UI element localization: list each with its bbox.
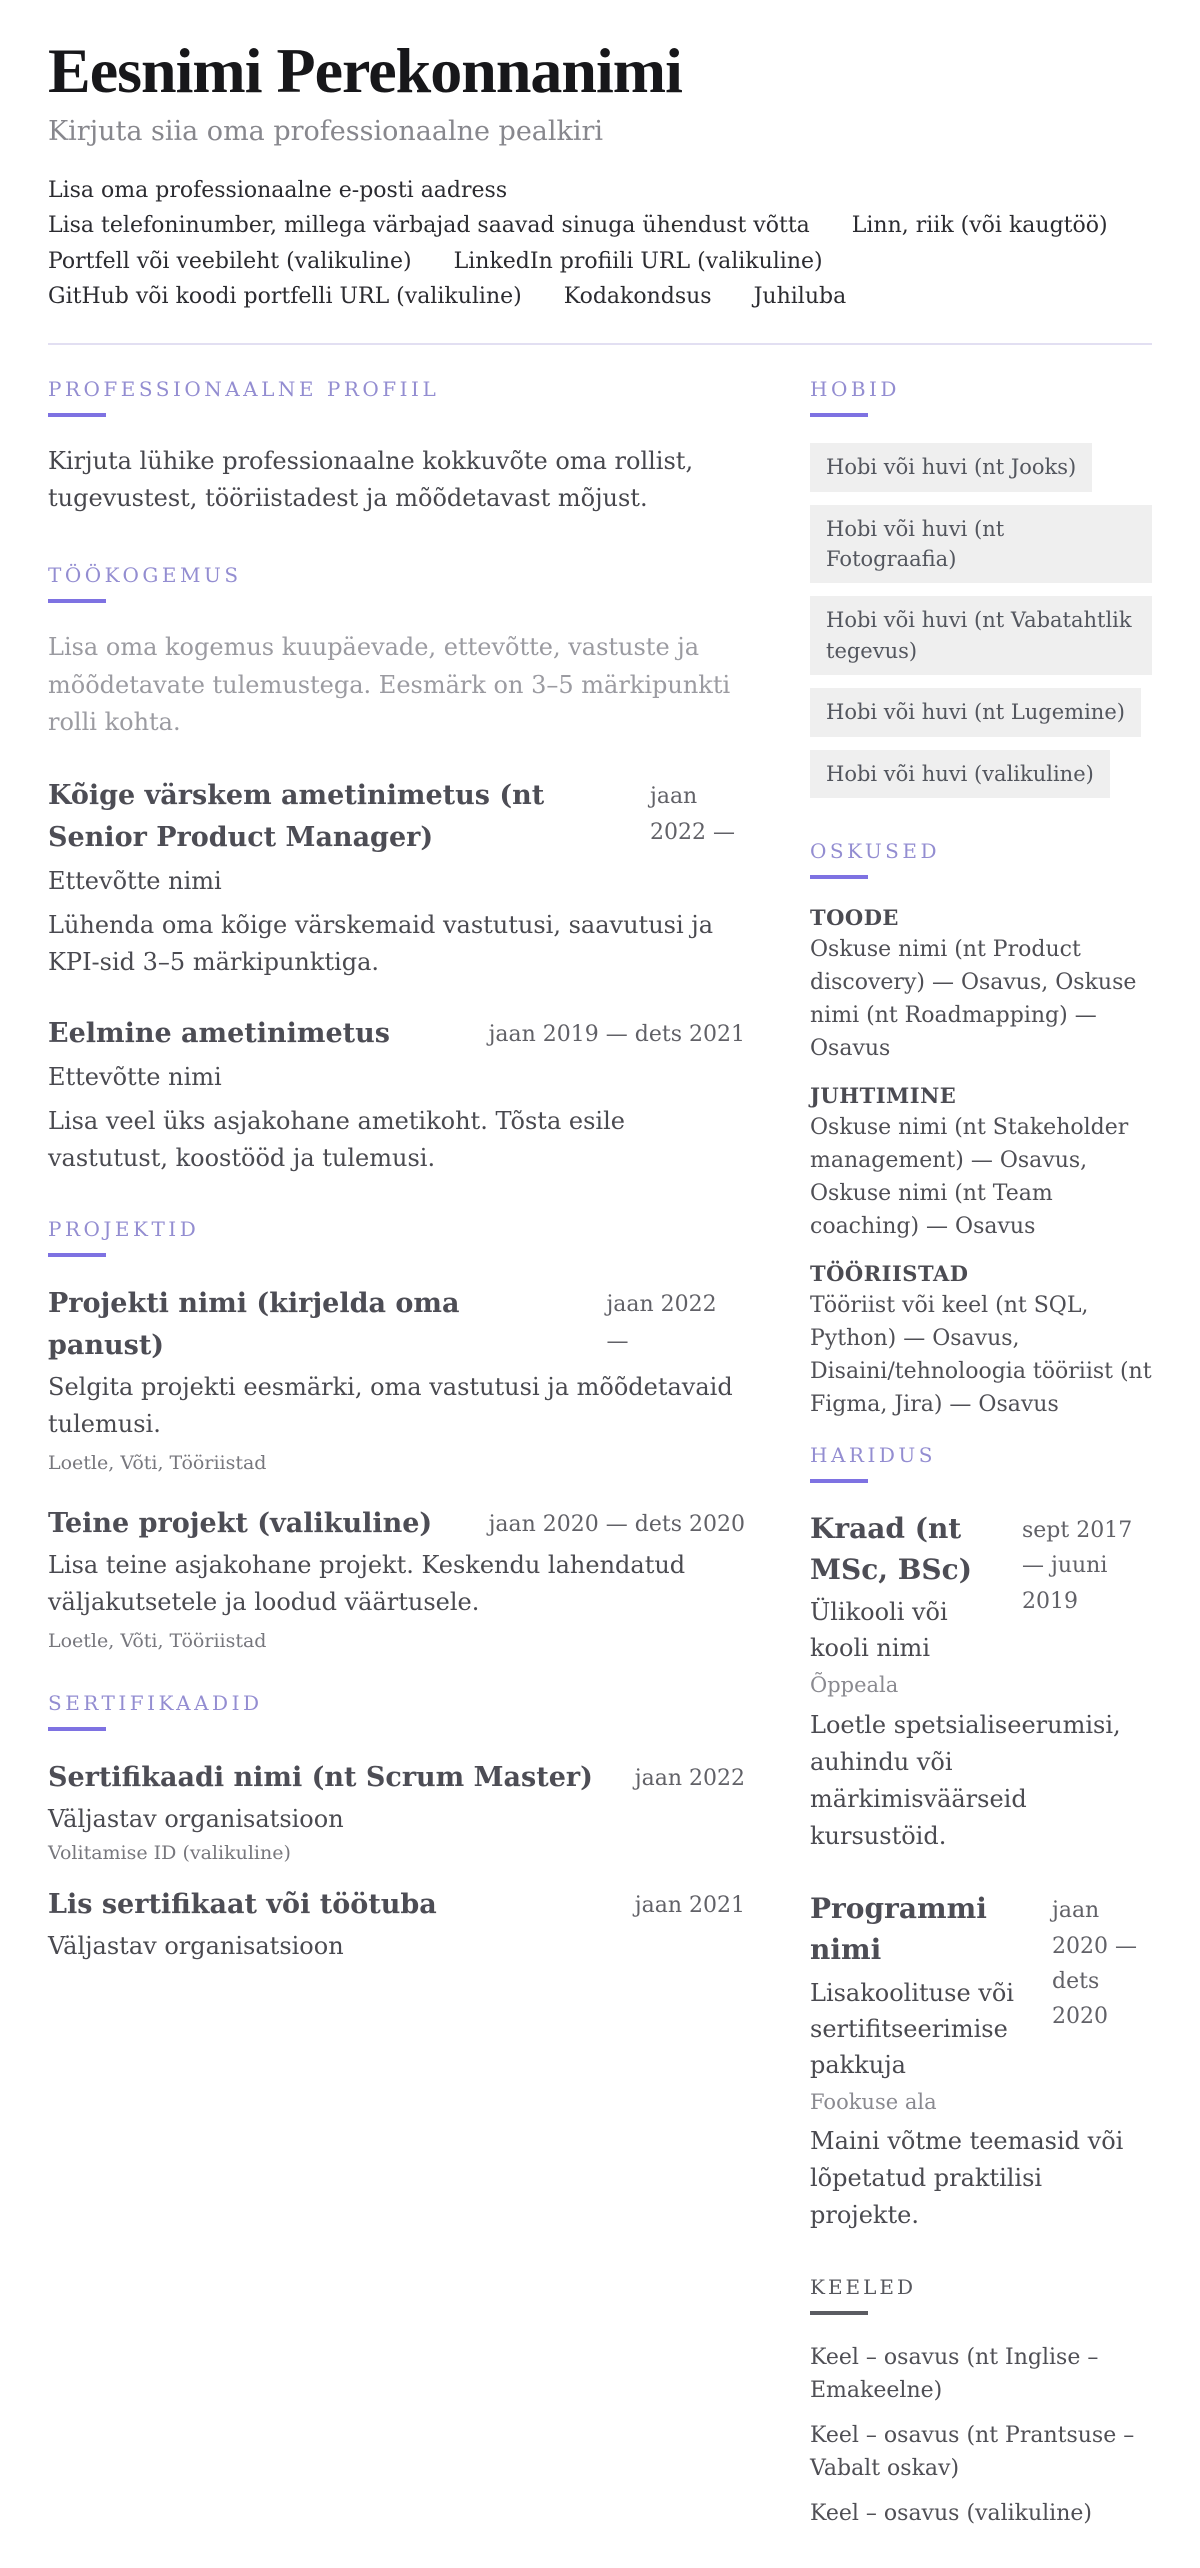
section-header [48,563,745,603]
project-entry [48,1283,745,1477]
section-accent-bar [48,413,106,417]
hobby-tag-row [810,596,1152,688]
section-label: SERTIFIKAADID [48,1690,263,1715]
project-entry-head [48,1503,745,1545]
section-accent-bar [48,1727,106,1731]
education-entry-head [810,1889,1152,2117]
education-entry-head [810,1509,1152,1701]
profile-summary: Kirjuta lühike professionaalne kokkuvõte oma rollist, tugevustest, tööriistadest ja mõõdetavast mõjust. [48,447,694,513]
section-label: KEELED [810,2274,917,2299]
contact-citizenship: Kodakondsus [563,284,712,310]
education-date: sept 2017 — juuni 2019 [1022,1518,1133,1614]
language-item: Keel – osavus (valikuline) [810,2500,1092,2526]
job-description: Lühenda oma kõige värskemaid vastutusi, saavutusi ja KPI-sid 3–5 märkipunktiga. [48,910,714,976]
section-label: PROJEKTID [48,1217,200,1242]
section-header [48,1217,745,1257]
section-accent-bar [810,875,868,879]
hobby-tag-list [810,443,1152,811]
project-keywords: Loetle, Võti, Tööriistad [48,1452,267,1475]
certificate-date: jaan 2022 [634,1765,745,1791]
education-main [810,1509,1006,1701]
resume-body [48,377,1152,2542]
certificate-title: Lis sertifikaat või töötuba [48,1889,437,1921]
section-header [48,1691,745,1731]
skill-group-name: TÖÖRIISTAD [810,1261,969,1287]
contact-row [48,244,1152,280]
section-accent-bar [810,413,868,417]
project-date: jaan 2020 — dets 2020 [488,1511,745,1537]
contact-row [48,173,1152,209]
certificate-entry [48,1757,745,1866]
education-date: jaan 2020 — dets 2020 [1052,1898,1137,2030]
skill-group [810,1083,1152,1243]
skill-group [810,1261,1152,1421]
job-entry-head [48,775,745,859]
education-entry [810,1889,1152,2234]
skill-group-name: TOODE [810,905,899,931]
project-title: Teine projekt (valikuline) [48,1507,433,1539]
education-school: Ülikooli või kooli nimi [810,1598,948,1663]
project-title: Projekti nimi (kirjelda oma panust) [48,1288,460,1362]
job-company: Ettevõtte nimi [48,1062,222,1091]
hobby-tag-row [810,443,1152,504]
contact-row [48,208,1152,244]
job-description: Lisa veel üks asjakohane ametikoht. Tõsta esile vastutust, koostööd ja tulemusi. [48,1106,625,1173]
section-header [810,2275,1152,2315]
job-title: Eelmine ametinimetus [48,1018,390,1050]
project-entry-head [48,1283,745,1367]
work-placeholder-intro: Lisa oma kogemus kuupäevade, ettevõtte, vastuste ja mõõdetavate tulemustega. Eesmärk on 3–5 märkipunkti rolli kohta. [48,633,731,736]
professional-title: Kirjuta siia oma professionaalne pealkiri [48,115,604,147]
education-main [810,1889,1036,2117]
hobby-tag-row [810,750,1152,811]
hobby-tag: Hobi või huvi (nt Lugemine) [810,688,1141,736]
contact-github: GitHub või koodi portfelli URL (valikuline) [48,284,522,310]
job-entry [48,1013,745,1177]
certificate-title: Sertifikaadi nimi (nt Scrum Master) [48,1761,593,1793]
job-date: jaan 2022 — [650,784,735,846]
hobby-tag: Hobi või huvi (nt Vabatahtlik tegevus) [810,596,1152,675]
section-label: HOBID [810,377,900,402]
education-program: Programmi nimi [810,1892,987,1967]
language-item: Keel – osavus (nt Inglise – Emakeelne) [810,2344,1099,2403]
certificate-issuer: Väljastav organisatsioon [48,1804,344,1833]
skill-group [810,905,1152,1065]
section-accent-bar [48,1253,106,1257]
section-accent-bar [810,1479,868,1483]
section-label: PROFESSIONAALNE PROFIIL [48,377,440,402]
section-certifications [48,1691,745,1964]
certificate-issuer: Väljastav organisatsioon [48,1932,344,1961]
hobby-tag: Hobi või huvi (valikuline) [810,750,1110,798]
hobby-tag-row [810,688,1152,749]
certificate-date: jaan 2021 [634,1893,745,1919]
education-description: Loetle spetsialiseerumisi, auhindu või märkimisväärseid kursustöid. [810,1710,1121,1851]
certificate-credential-id: Volitamise ID (valikuline) [48,1841,291,1864]
hobby-tag: Hobi või huvi (nt Jooks) [810,443,1092,491]
contact-location: Linn, riik (või kaugtöö) [851,213,1108,239]
project-keywords: Loetle, Võti, Tööriistad [48,1630,267,1653]
hobby-tag-row [810,505,1152,597]
education-description: Maini võtme teemasid või lõpetatud praktilisi projekte. [810,2127,1124,2230]
education-focus-area: Fookuse ala [810,2089,937,2114]
contact-block [48,173,1152,316]
certificate-entry-head [48,1884,745,1926]
resume-header [48,34,1152,345]
project-entry [48,1503,745,1655]
header-divider [48,343,1152,345]
skill-group-name: JUHTIMINE [810,1083,957,1109]
language-item: Keel – osavus (nt Prantsuse – Vabalt oskav) [810,2422,1135,2481]
education-field: Õppeala [810,1673,899,1698]
section-languages [810,2275,1152,2530]
skill-group-text: Oskuse nimi (nt Stakeholder management) — Osavus, Oskuse nimi (nt Team coaching) — Osavus [810,1115,1129,1240]
section-header [810,839,1152,879]
section-skills [810,839,1152,1421]
section-projects [48,1217,745,1654]
section-accent-bar [810,2311,868,2315]
job-entry [48,775,745,981]
certificate-entry-head [48,1757,745,1799]
contact-email: Lisa oma professionaalne e-posti aadress [48,177,508,203]
section-accent-bar [48,599,106,603]
contact-linkedin: LinkedIn profiili URL (valikuline) [453,248,823,274]
section-header [810,377,1152,417]
contact-portfolio: Portfell või veebileht (valikuline) [48,248,412,274]
left-column [48,377,745,2542]
contact-drivers-license: Juhiluba [753,284,847,310]
project-description: Selgita projekti eesmärki, oma vastutusi ja mõõdetavaid tulemusi. [48,1373,733,1439]
section-education [810,1443,1152,2234]
person-name: Eesnimi Perekonnanimi [48,35,682,106]
section-work-experience [48,563,745,1177]
education-degree: Kraad (nt MSc, BSc) [810,1512,972,1586]
section-professional-profile [48,377,745,517]
skill-group-text: Tööriist või keel (nt SQL, Python) — Osavus, Disaini/tehnoloogia tööriist (nt Figma, Jira) — Osavus [810,1293,1152,1418]
job-title: Kõige värskem ametinimetus (nt Senior Product Manager) [48,780,545,853]
certificate-entry [48,1884,745,1964]
project-description: Lisa teine asjakohane projekt. Keskendu lahendatud väljakutsetele ja loodud väärtusele. [48,1550,686,1616]
section-header [48,377,745,417]
section-hobbies [810,377,1152,811]
right-column [810,377,1152,2542]
contact-row [48,279,1152,315]
education-provider: Lisakoolituse või sertifitseerimise pakkuja [810,1978,1014,2079]
job-date: jaan 2019 — dets 2021 [488,1022,745,1048]
project-date: jaan 2022 — [606,1292,717,1354]
job-company: Ettevõtte nimi [48,866,222,895]
section-label: HARIDUS [810,1443,936,1468]
education-entry [810,1509,1152,1855]
section-header [810,1443,1152,1483]
hobby-tag: Hobi või huvi (nt Fotograafia) [810,505,1152,584]
section-label: OSKUSED [810,839,941,864]
job-entry-head [48,1013,745,1055]
skill-group-text: Oskuse nimi (nt Product discovery) — Osavus, Oskuse nimi (nt Roadmapping) — Osavus [810,937,1137,1062]
section-label: TÖÖKOGEMUS [48,563,242,588]
contact-phone: Lisa telefoninumber, millega värbajad saavad sinuga ühendust võtta [48,213,810,239]
